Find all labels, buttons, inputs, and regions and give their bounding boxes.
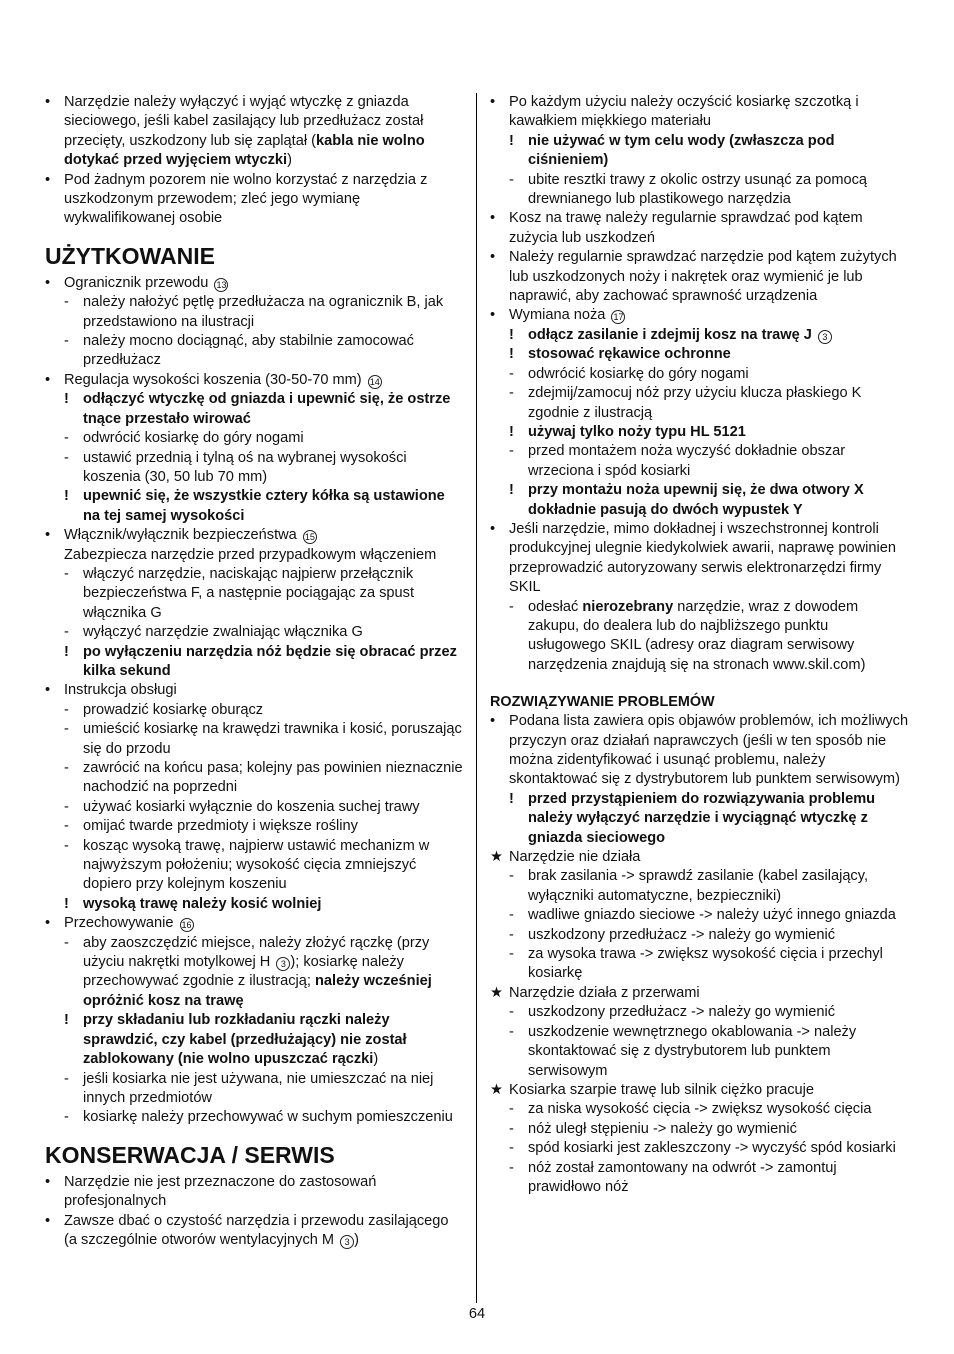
text: narzędzie, wraz z dowodem zakupu, do dealera lub do najbliższego punktu usługowego SKIL (adresy oraz diagram serwisowy narzędzenia znajdują się na stronach www.skil.com)	[528, 598, 866, 673]
figure-reference-circle: 17	[613, 312, 624, 323]
text: Przechowywanie	[64, 915, 178, 932]
bullet-item	[45, 93, 465, 171]
dash-item	[45, 293, 465, 332]
list-marker: -	[64, 798, 69, 815]
text: Włącznik/wyłącznik bezpieczeństwa	[64, 527, 301, 544]
warning-item	[45, 487, 465, 526]
figure-reference-circle: 3	[818, 330, 832, 344]
warning-item	[490, 481, 910, 520]
bold-text: kabla nie wolno dotykać przed wyjęciem wtyczki	[64, 132, 425, 169]
warning-item	[45, 643, 465, 682]
dash-item	[45, 837, 465, 895]
dash-item	[490, 1159, 910, 1198]
list-marker: -	[64, 837, 69, 854]
figure-reference-circle: 3	[340, 1235, 354, 1249]
text: odwrócić kosiarkę do góry nogami	[83, 430, 304, 447]
text: kosiarkę należy przechowywać w suchym pomieszczeniu	[83, 1109, 453, 1126]
dash-item	[45, 1070, 465, 1109]
dash-item	[490, 171, 910, 210]
text: ); kosiarkę należy przechowywać zgodnie z ilustracją;	[83, 954, 404, 990]
text: Narzędzie nie jest przeznaczone do zastosowań profesjonalnych	[64, 1173, 377, 1210]
text: Instrukcja obsługi	[64, 682, 177, 699]
text: Ogranicznik przewodu	[64, 274, 213, 291]
list-marker: -	[64, 760, 69, 776]
list-marker: -	[509, 598, 514, 615]
list-marker: !	[509, 790, 514, 807]
left-column	[45, 93, 465, 1250]
warning-item	[490, 790, 910, 848]
list-marker: -	[64, 565, 69, 582]
list-marker: -	[509, 365, 514, 382]
bold-text: wysoką trawę należy kosić wolniej	[83, 895, 322, 912]
list-marker: •	[490, 520, 496, 537]
bullet-item	[45, 171, 465, 229]
dash-item	[45, 623, 465, 642]
bullet-item	[45, 681, 465, 700]
text: wyłączyć narzędzie zwalniając włącznika G	[83, 624, 363, 641]
text: Wymiana noża	[509, 307, 610, 324]
figure-reference-circle: 3	[276, 957, 290, 971]
text: Kosiarka szarpie trawę lub silnik ciężko pracuje	[509, 1081, 814, 1098]
dash-item	[45, 332, 465, 371]
text: Kosz na trawę należy regularnie sprawdzać pod kątem zużycia lub uszkodzeń	[509, 210, 863, 246]
text: nóż został zamontowany na odwrót -> zamontuj prawidłowo nóż	[528, 1159, 837, 1195]
text: uszkodzony przedłużacz -> należy go wymienić	[528, 926, 836, 943]
bullet-item	[45, 1212, 465, 1251]
bold-text: po wyłączeniu narzędzia nóż będzie się obracać przez kilka sekund	[83, 643, 457, 679]
list-marker: -	[509, 1101, 514, 1118]
text: uszkodzenie wewnętrznego okablowania -> należy skontaktować się z dystrybutorem lub punktem serwisowym	[528, 1023, 857, 1079]
list-marker: !	[509, 423, 514, 440]
warning-item	[490, 132, 910, 171]
list-marker: -	[64, 430, 69, 447]
list-marker: •	[45, 1173, 51, 1190]
list-marker: !	[509, 132, 514, 149]
problem-item	[490, 848, 910, 867]
list-marker: •	[45, 94, 51, 110]
warning-item	[45, 1011, 465, 1069]
star-icon: ★	[490, 1081, 504, 1098]
text: zdejmij/zamocuj nóż przy użyciu klucza płaskiego K zgodnie z ilustracją	[528, 385, 862, 421]
text: ubite resztki trawy z okolic ostrzy usunąć za pomocą drewnianego lub plastikowego narzędzia	[528, 171, 868, 208]
dash-item	[490, 945, 910, 984]
bullet-item	[490, 306, 910, 325]
bold-text: odłącz zasilanie i zdejmij kosz na trawę J	[528, 326, 816, 343]
dash-item	[490, 1003, 910, 1022]
text: odesłać	[528, 598, 583, 615]
list-marker: !	[509, 326, 514, 343]
text: aby zaoszczędzić miejsce, należy złożyć rączkę (przy użyciu nakrętki motylkowej H	[83, 934, 430, 971]
bold-text: przy składaniu lub rozkładaniu rączki należy sprawdzić, czy kabel (przedłużający) nie został zablokowany (nie wolno upuszczać rączki	[83, 1012, 407, 1068]
dash-item	[45, 720, 465, 759]
bullet-item	[45, 1173, 465, 1212]
right-column	[490, 93, 910, 1197]
warning-item	[490, 423, 910, 442]
bold-text: należy wcześniej opróżnić kosz na trawę	[83, 973, 432, 1009]
text: Narzędzie działa z przerwami	[509, 984, 700, 1001]
dash-item	[490, 1100, 910, 1119]
dash-item	[490, 867, 910, 906]
list-marker: -	[509, 868, 514, 885]
text: Po każdym użyciu należy oczyścić kosiarkę szczotką i kawałkiem miękkiego materiału	[509, 94, 859, 130]
text: Regulacja wysokości koszenia (30-50-70 mm)	[64, 371, 366, 388]
text: Narzędzie nie działa	[509, 849, 641, 866]
list-marker: -	[509, 1023, 514, 1040]
list-marker: -	[64, 333, 69, 350]
list-marker: •	[45, 682, 51, 699]
list-marker: !	[64, 391, 69, 408]
list-marker: !	[64, 488, 69, 505]
warning-item	[45, 390, 465, 429]
column-divider	[476, 93, 477, 1303]
dash-item	[45, 817, 465, 836]
text: )	[354, 1231, 360, 1248]
text: )	[287, 152, 292, 169]
problem-item	[490, 1081, 910, 1100]
bullet-item	[490, 93, 910, 132]
star-icon: ★	[490, 849, 504, 866]
text: uszkodzony przedłużacz -> należy go wymienić	[528, 1004, 836, 1021]
figure-reference-circle: 15	[304, 532, 315, 543]
bold-text: nie używać w tym celu wody (zwłaszcza pod ciśnieniem)	[528, 132, 835, 169]
dash-item	[490, 442, 910, 481]
text: używać kosiarki wyłącznie do koszenia suchej trawy	[83, 798, 420, 815]
dash-item	[490, 384, 910, 423]
list-marker: -	[509, 443, 514, 460]
text: należy nałożyć pętlę przedłużacza na ogranicznik B, jak przedstawiono na ilustracji	[83, 294, 444, 330]
list-marker: !	[64, 895, 69, 912]
text: należy mocno dociągnąć, aby stabilnie zamocować przedłużacz	[83, 333, 414, 369]
text: )	[373, 1051, 379, 1068]
figure-reference-circle: 14	[369, 376, 380, 387]
bullet-item	[490, 712, 910, 790]
text: Należy regularnie sprawdzać narzędzie pod kątem zużytych lub uszkodzonych noży i nakrętek oraz wymienić je lub naprawić, aby zachować sprawność urządzenia	[509, 249, 897, 305]
list-marker: •	[45, 371, 51, 388]
list-marker: -	[64, 1070, 69, 1087]
text: Zabezpiecza narzędzie przed przypadkowym włączeniem	[64, 546, 437, 563]
bullet-item	[45, 274, 465, 293]
list-marker: -	[509, 946, 514, 963]
dash-item	[490, 1120, 910, 1139]
warning-item	[490, 345, 910, 364]
text: brak zasilania -> sprawdź zasilanie (kabel zasilający, wyłączniki automatyczne, bezpieczniki)	[528, 868, 868, 904]
dash-item	[490, 365, 910, 384]
bold-text: przy montażu noża upewnij się, że dwa otwory X dokładnie pasują do dwóch wypustek Y	[528, 482, 864, 518]
text: za wysoka trawa -> zwiększ wysokość cięcia i przechyl kosiarkę	[528, 946, 883, 982]
text: Pod żadnym pozorem nie wolno korzystać z narzędzia z uszkodzonym przewodem; zleć jego wymianę wykwalifikowanej osobie	[64, 171, 428, 227]
list-marker: •	[490, 249, 496, 266]
list-marker: !	[64, 1012, 69, 1029]
dash-item	[490, 926, 910, 945]
list-marker: -	[509, 907, 514, 924]
list-marker: •	[45, 527, 51, 544]
list-marker: !	[64, 643, 69, 660]
text: Zawsze dbać o czystość narzędzia i przewodu zasilającego (a szczególnie otworów wentylacyjnych M	[64, 1212, 449, 1248]
text-line	[45, 546, 465, 565]
text: włączyć narzędzie, naciskając najpierw przełącznik bezpieczeństwa F, a następnie pociągając za spust włącznika G	[83, 565, 414, 621]
text: odwrócić kosiarkę do góry nogami	[528, 365, 749, 382]
list-marker: -	[509, 1004, 514, 1021]
dash-item	[45, 1108, 465, 1127]
dash-item	[45, 429, 465, 448]
list-marker: -	[64, 624, 69, 641]
warning-item	[45, 895, 465, 914]
star-icon: ★	[490, 984, 504, 1001]
bold-text: nierozebrany	[582, 598, 674, 615]
text: omijać twarde przedmioty i większe rośliny	[83, 818, 358, 835]
list-marker: -	[509, 1120, 514, 1137]
list-marker: •	[45, 274, 51, 291]
dash-item	[45, 934, 465, 1012]
text: Narzędzie należy wyłączyć i wyjąć wtyczkę z gniazda sieciowego, jeśli kabel zasilający lub przedłużacz został przecięty, uszkodzony lub się zaplątał (	[64, 94, 424, 149]
list-marker: •	[490, 713, 496, 730]
bullet-item	[45, 526, 465, 545]
dash-item	[45, 759, 465, 798]
page-number: 64	[468, 1306, 486, 1322]
bold-text: upewnić się, że wszystkie cztery kółka są ustawione na tej samej wysokości	[83, 488, 445, 524]
list-marker: •	[490, 94, 496, 110]
list-marker: -	[64, 294, 69, 311]
list-marker: •	[45, 1212, 51, 1229]
list-marker: •	[490, 210, 496, 227]
section-subheading: ROZWIĄZYWANIE PROBLEMÓW	[490, 694, 715, 711]
dash-item	[490, 1023, 910, 1081]
warning-item	[490, 326, 910, 345]
bullet-item	[45, 371, 465, 390]
dash-item	[490, 598, 910, 676]
text: kosząc wysoką trawę, najpierw ustawić mechanizm w najwyższym położeniu; wysokość cięcia zmniejszyć dopiero przy kolejnym koszeniu	[83, 837, 430, 893]
text: Jeśli narzędzie, mimo dokładnej i wszechstronnej kontroli produkcyjnej ulegnie kiedykolwiek awarii, naprawę powinien przeprowadzić autoryzowany serwis elektronarzędzi firmy SKIL	[509, 520, 896, 596]
list-marker: -	[509, 1140, 514, 1157]
dash-item	[45, 449, 465, 488]
list-marker: -	[64, 449, 69, 466]
figure-reference-circle: 16	[181, 920, 192, 931]
bullet-item	[45, 914, 465, 933]
bold-text: przed przystąpieniem do rozwiązywania problemu należy wyłączyć narzędzie i wyciągnąć wtyczkę z gniazda sieciowego	[528, 790, 876, 846]
text: jeśli kosiarka nie jest używana, nie umieszczać na niej innych przedmiotów	[83, 1070, 434, 1106]
list-marker: -	[509, 926, 514, 943]
text: spód kosiarki jest zakleszczony -> wyczyść spód kosiarki	[528, 1140, 896, 1157]
dash-item	[45, 701, 465, 720]
list-marker: -	[64, 934, 69, 951]
dash-item	[490, 1139, 910, 1158]
text: za niska wysokość cięcia -> zwiększ wysokość cięcia	[528, 1101, 872, 1118]
list-marker: -	[64, 1109, 69, 1126]
dash-item	[490, 906, 910, 925]
list-marker: -	[64, 818, 69, 835]
bullet-item	[490, 248, 910, 306]
list-marker: -	[509, 171, 514, 188]
list-marker: •	[45, 915, 51, 932]
text: przed montażem noża wyczyść dokładnie obszar wrzeciona i spód kosiarki	[528, 443, 846, 479]
list-marker: -	[64, 701, 69, 718]
text: nóż uległ stępieniu -> należy go wymienić	[528, 1120, 797, 1137]
text: ustawić przednią i tylną oś na wybranej wysokości koszenia (30, 50 lub 70 mm)	[83, 449, 407, 485]
list-marker: •	[45, 171, 51, 188]
list-marker: -	[509, 385, 514, 402]
dash-item	[45, 565, 465, 623]
list-marker: -	[64, 721, 69, 738]
list-marker: !	[509, 482, 514, 499]
list-marker: !	[509, 346, 514, 363]
bold-text: stosować rękawice ochronne	[528, 346, 731, 363]
list-marker: •	[490, 307, 496, 324]
bold-text: odłączyć wtyczkę od gniazda i upewnić się, że ostrze tnące przestało wirować	[83, 391, 451, 427]
bullet-item	[490, 209, 910, 248]
figure-reference-circle: 13	[216, 279, 227, 290]
text: wadliwe gniazdo sieciowe -> należy użyć innego gniazda	[528, 907, 896, 924]
dash-item	[45, 798, 465, 817]
section-heading: UŻYTKOWANIE	[45, 242, 215, 269]
text: umieścić kosiarkę na krawędzi trawnika i kosić, poruszając się do przodu	[83, 721, 462, 757]
bullet-item	[490, 520, 910, 598]
text: prowadzić kosiarkę oburącz	[83, 701, 264, 718]
problem-item	[490, 984, 910, 1003]
bold-text: używaj tylko noży typu HL 5121	[528, 423, 746, 440]
text: zawrócić na końcu pasa; kolejny pas powinien nieznacznie nachodzić na poprzedni	[83, 760, 463, 796]
list-marker: -	[509, 1159, 514, 1176]
section-heading: KONSERWACJA / SERWIS	[45, 1141, 335, 1168]
text: Podana lista zawiera opis objawów problemów, ich możliwych przyczyn oraz działań naprawczych (jeśli w ten sposób nie można zidentyfikować i usunąć problemu, należy skontaktować się z dystrybutorem lub punktem serwisowym)	[509, 713, 909, 788]
